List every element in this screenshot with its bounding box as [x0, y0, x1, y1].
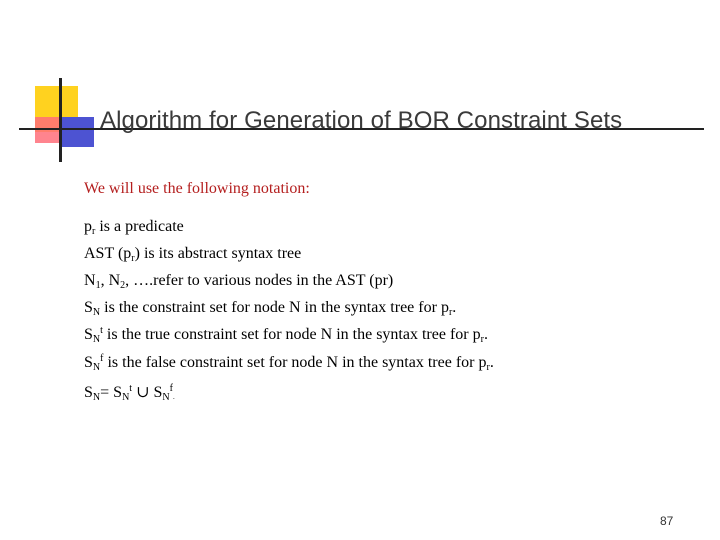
slide-title: Algorithm for Generation of BOR Constraint Sets	[100, 107, 623, 134]
subscript: N	[92, 334, 101, 345]
vertical-rule	[59, 78, 62, 162]
notation-line-ast	[84, 245, 301, 263]
subscript: N	[122, 392, 130, 403]
subscript: 1	[95, 280, 101, 291]
notation-text: .	[452, 299, 457, 316]
notation-line-false-set	[84, 354, 494, 372]
notation-text: S	[84, 299, 93, 316]
notation-text: is the constraint set for node N in the syntax tree for p	[100, 299, 449, 316]
notation-text: is the true constraint set for node N in the syntax tree for p	[102, 326, 481, 343]
subscript: r	[92, 226, 96, 237]
subscript: N	[162, 392, 170, 403]
notation-text: = S	[100, 384, 123, 401]
subscript: r	[131, 253, 135, 264]
subscript: r	[448, 307, 453, 318]
page-number: 87	[660, 514, 674, 528]
notation-text: , ….refer to various nodes in the AST (pr)	[125, 272, 394, 289]
notation-text: S	[84, 326, 93, 343]
notation-text: , N	[100, 272, 121, 289]
notation-text: is the false constraint set for node N in the syntax tree for p	[103, 354, 487, 371]
notation-line-constraint-set	[84, 299, 456, 317]
notation-text: p	[84, 218, 92, 235]
notation-line-true-set	[84, 326, 488, 344]
subscript: N	[92, 362, 101, 373]
notation-text: .	[483, 326, 488, 343]
notation-text: ∪ S	[132, 384, 163, 401]
notation-line-predicate	[84, 218, 184, 236]
subscript: N	[92, 392, 101, 403]
subscript: 2	[120, 280, 126, 291]
notation-text: is a predicate	[95, 218, 184, 235]
superscript: t	[100, 325, 103, 336]
notation-text: N	[84, 272, 96, 289]
superscript: f	[169, 383, 173, 394]
subscript: r	[480, 334, 484, 345]
notation-text: .	[489, 354, 494, 371]
notation-text: AST (p	[84, 245, 132, 262]
notation-text: S	[84, 354, 93, 371]
notation-intro: We will use the following notation:	[84, 180, 310, 197]
notation-text: ) is its abstract syntax tree	[134, 245, 302, 262]
superscript: f	[100, 353, 104, 364]
blue-square-decoration	[60, 117, 94, 147]
subscript: r	[486, 362, 490, 373]
notation-text: S	[84, 384, 93, 401]
superscript: t	[129, 383, 133, 394]
subscript: .	[172, 393, 175, 401]
notation-line-nodes	[84, 272, 393, 290]
subscript: N	[92, 307, 101, 318]
notation-line-union	[84, 382, 175, 402]
